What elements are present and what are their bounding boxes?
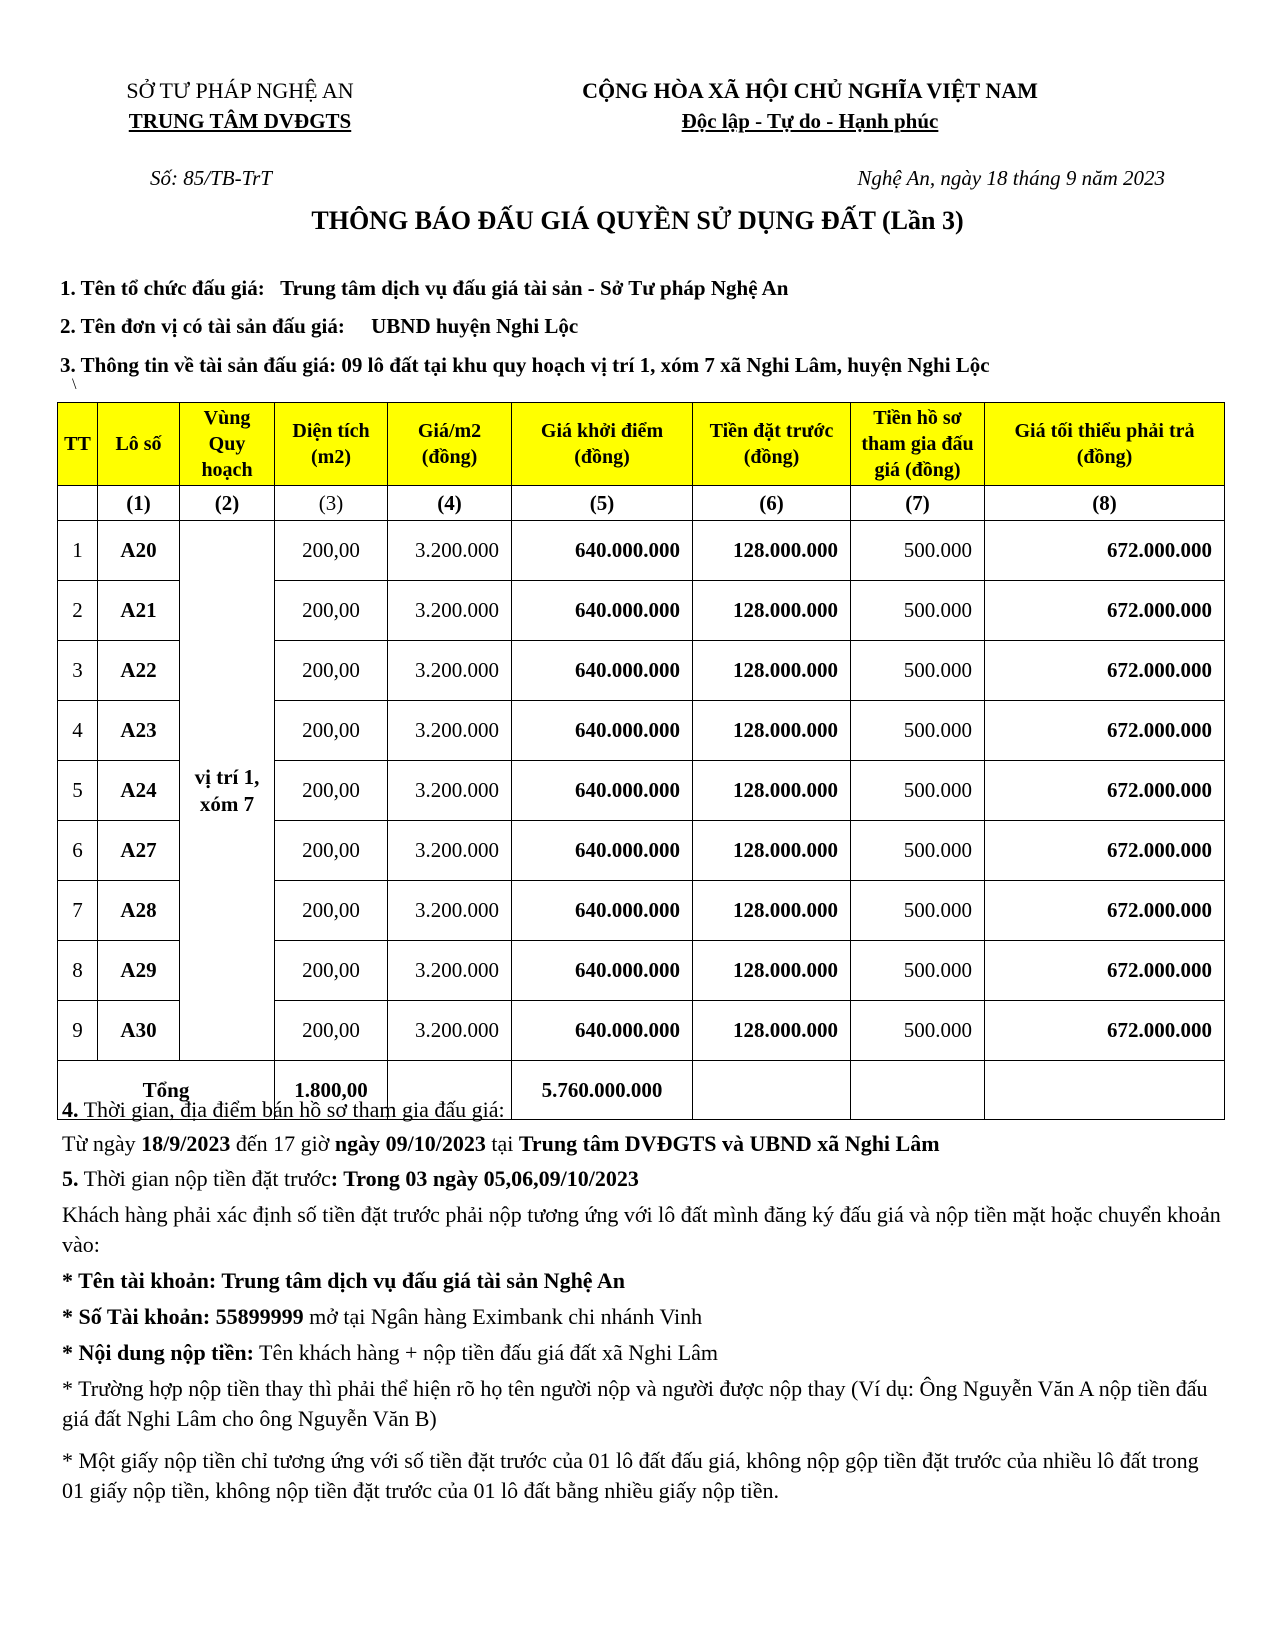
single-slip-note: * Một giấy nộp tiền chỉ tương ứng với số tiền đặt trước của 01 lô đất đấu giá, không nộp gộp tiền đặt trước của nhiều lô đất trong 01 giấy nộp tiền, không nộp tiền đặt trước của 01 lô đất bằng nhiều giấy nộp tiền.	[62, 1448, 1199, 1503]
issuer-header	[60, 76, 420, 136]
col-header-area: Diện tích (m2)	[275, 403, 388, 486]
cell-min-price: 672.000.000	[985, 701, 1225, 761]
cell-tt: 4	[58, 701, 98, 761]
stray-mark: \	[72, 376, 77, 393]
col-number: (1)	[98, 486, 180, 521]
cell-deposit: 128.000.000	[693, 701, 851, 761]
national-header	[520, 76, 1100, 136]
cell-start-price: 640.000.000	[512, 941, 693, 1001]
cell-min-price: 672.000.000	[985, 521, 1225, 581]
deposit-instructions: Khách hàng phải xác định số tiền đặt trước phải nộp tương ứng với lô đất mình đăng ký đấu giá và nộp tiền mặt hoặc chuyển khoản vào:	[62, 1202, 1221, 1257]
col-number: (8)	[985, 486, 1225, 521]
issuer-org: SỞ TƯ PHÁP NGHỆ AN	[126, 78, 354, 103]
date-from: 18/9/2023	[141, 1131, 231, 1156]
cell-fee: 500.000	[851, 581, 985, 641]
section-5-number: 5.	[62, 1166, 79, 1191]
cell-min-price: 672.000.000	[985, 1001, 1225, 1061]
col-header-deposit: Tiền đặt trước (đồng)	[693, 403, 851, 486]
text: Từ ngày	[62, 1131, 142, 1156]
cell-tt: 7	[58, 881, 98, 941]
cell-area: 200,00	[275, 581, 388, 641]
cell-price-m2: 3.200.000	[388, 701, 512, 761]
cell-deposit: 128.000.000	[693, 581, 851, 641]
cell-deposit: 128.000.000	[693, 521, 851, 581]
cell-start-price: 640.000.000	[512, 641, 693, 701]
cell-lot: A30	[98, 1001, 180, 1061]
cell-price-m2: 3.200.000	[388, 881, 512, 941]
payment-content-line	[62, 1338, 1222, 1368]
date-to: ngày 09/10/2023	[334, 1131, 486, 1156]
cell-fee: 500.000	[851, 881, 985, 941]
cell-deposit: 128.000.000	[693, 881, 851, 941]
proxy-payment-note: * Trường hợp nộp tiền thay thì phải thể hiện rõ họ tên người nộp và người được nộp thay (Ví dụ: Ông Nguyễn Văn A nộp tiền đấu giá đất Nghi Lâm cho ông Nguyễn Văn B)	[62, 1376, 1208, 1431]
total-area: 1.800,00	[275, 1061, 388, 1120]
cell-start-price: 640.000.000	[512, 701, 693, 761]
cell-area: 200,00	[275, 881, 388, 941]
cell-tt: 1	[58, 521, 98, 581]
cell-tt: 6	[58, 821, 98, 881]
col-header-zone: Vùng Quy hoạch	[180, 403, 275, 486]
section-4-heading	[62, 1095, 1222, 1125]
col-header-start-price: Giá khởi điểm (đồng)	[512, 403, 693, 486]
account-number: * Số Tài khoản: 55899999	[62, 1304, 304, 1329]
cell-deposit: 128.000.000	[693, 761, 851, 821]
cell-area: 200,00	[275, 761, 388, 821]
cell-lot: A27	[98, 821, 180, 881]
document-number: Số: 85/TB-TrT	[150, 166, 272, 190]
cell-start-price: 640.000.000	[512, 761, 693, 821]
document-date: Nghệ An, ngày 18 tháng 9 năm 2023	[857, 166, 1165, 190]
col-header-tt: TT	[58, 403, 98, 486]
info-auction-org: 1. Tên tổ chức đấu giá: Trung tâm dịch vụ đấu giá tài sản - Sở Tư pháp Nghệ An	[60, 276, 789, 300]
cell-deposit: 128.000.000	[693, 1001, 851, 1061]
cell-price-m2: 3.200.000	[388, 1001, 512, 1061]
col-number: (6)	[693, 486, 851, 521]
cell-fee: 500.000	[851, 641, 985, 701]
info-asset-details: 3. Thông tin về tài sản đấu giá: 09 lô đất tại khu quy hoạch vị trí 1, xóm 7 xã Nghi Lâm, huyện Nghi Lộc	[60, 353, 990, 377]
payment-content: Tên khách hàng + nộp tiền đấu giá đất xã Nghi Lâm	[253, 1340, 719, 1365]
cell-lot: A22	[98, 641, 180, 701]
cell-min-price: 672.000.000	[985, 761, 1225, 821]
text: đến 17 giờ	[230, 1131, 335, 1156]
account-number-line	[62, 1302, 1222, 1332]
section-4-title: Thời gian, địa điểm bán hồ sơ tham gia đấu giá:	[78, 1097, 505, 1122]
cell-fee: 500.000	[851, 1001, 985, 1061]
bank-name: mở tại Ngân hàng Eximbank chi nhánh Vinh	[303, 1304, 703, 1329]
cell-price-m2: 3.200.000	[388, 641, 512, 701]
cell-price-m2: 3.200.000	[388, 821, 512, 881]
cell-lot: A20	[98, 521, 180, 581]
cell-deposit: 128.000.000	[693, 821, 851, 881]
cell-fee: 500.000	[851, 821, 985, 881]
cell-min-price: 672.000.000	[985, 821, 1225, 881]
cell-min-price: 672.000.000	[985, 641, 1225, 701]
column-number-row	[58, 486, 1225, 521]
section-4-details	[62, 1129, 1222, 1159]
cell-min-price: 672.000.000	[985, 581, 1225, 641]
cell-area: 200,00	[275, 701, 388, 761]
cell-start-price: 640.000.000	[512, 581, 693, 641]
cell-fee: 500.000	[851, 521, 985, 581]
cell-tt: 5	[58, 761, 98, 821]
table-row	[58, 521, 1225, 581]
account-name: * Tên tài khoản: Trung tâm dịch vụ đấu giá tài sản Nghệ An	[62, 1268, 625, 1293]
cell-start-price: 640.000.000	[512, 881, 693, 941]
cell-tt: 2	[58, 581, 98, 641]
cell-fee: 500.000	[851, 941, 985, 1001]
cell-lot: A24	[98, 761, 180, 821]
table-header-row	[58, 403, 1225, 486]
cell-fee: 500.000	[851, 761, 985, 821]
cell-price-m2: 3.200.000	[388, 761, 512, 821]
cell-price-m2: 3.200.000	[388, 521, 512, 581]
cell-area: 200,00	[275, 1001, 388, 1061]
info-asset-owner: 2. Tên đơn vị có tài sản đấu giá: UBND huyện Nghi Lộc	[60, 314, 579, 338]
col-number: (4)	[388, 486, 512, 521]
col-header-lot: Lô số	[98, 403, 180, 486]
col-number: (3)	[275, 486, 388, 521]
cell-fee: 500.000	[851, 701, 985, 761]
col-number: (2)	[180, 486, 275, 521]
section-5-heading	[62, 1164, 1222, 1194]
col-header-price-m2: Giá/m2 (đồng)	[388, 403, 512, 486]
cell-price-m2: 3.200.000	[388, 941, 512, 1001]
col-number: (5)	[512, 486, 693, 521]
payment-content-label: * Nội dung nộp tiền:	[62, 1340, 254, 1365]
auction-table	[57, 402, 1225, 1120]
deposit-period: : Trong 03 ngày 05,06,09/10/2023	[330, 1166, 639, 1191]
issuer-unit: TRUNG TÂM DVĐGTS	[128, 109, 352, 133]
cell-deposit: 128.000.000	[693, 641, 851, 701]
section-4-number: 4.	[62, 1097, 79, 1122]
cell-price-m2: 3.200.000	[388, 581, 512, 641]
section-5-title: Thời gian nộp tiền đặt trước	[78, 1166, 331, 1191]
text: tại	[485, 1131, 519, 1156]
cell-zone: vị trí 1, xóm 7	[180, 521, 275, 1061]
col-header-fee: Tiền hồ sơ tham gia đấu giá (đồng)	[851, 403, 985, 486]
cell-lot: A23	[98, 701, 180, 761]
cell-deposit: 128.000.000	[693, 941, 851, 1001]
col-number: (7)	[851, 486, 985, 521]
cell-lot: A21	[98, 581, 180, 641]
col-header-min-price: Giá tối thiểu phải trả (đồng)	[985, 403, 1225, 486]
cell-tt: 8	[58, 941, 98, 1001]
cell-start-price: 640.000.000	[512, 1001, 693, 1061]
cell-min-price: 672.000.000	[985, 941, 1225, 1001]
sale-place: Trung tâm DVĐGTS và UBND xã Nghi Lâm	[518, 1131, 940, 1156]
cell-start-price: 640.000.000	[512, 821, 693, 881]
cell-lot: A28	[98, 881, 180, 941]
cell-area: 200,00	[275, 521, 388, 581]
cell-area: 200,00	[275, 641, 388, 701]
cell-tt: 9	[58, 1001, 98, 1061]
cell-min-price: 672.000.000	[985, 881, 1225, 941]
document-title: THÔNG BÁO ĐẤU GIÁ QUYỀN SỬ DỤNG ĐẤT (Lần 3)	[311, 206, 964, 235]
national-motto: Độc lập - Tự do - Hạnh phúc	[681, 109, 939, 133]
cell-tt: 3	[58, 641, 98, 701]
cell-lot: A29	[98, 941, 180, 1001]
cell-area: 200,00	[275, 821, 388, 881]
nation-name: CỘNG HÒA XÃ HỘI CHỦ NGHĨA VIỆT NAM	[582, 78, 1038, 103]
cell-area: 200,00	[275, 941, 388, 1001]
total-start-price: 5.760.000.000	[512, 1061, 693, 1120]
total-label: Tổng	[58, 1061, 275, 1120]
cell-start-price: 640.000.000	[512, 521, 693, 581]
